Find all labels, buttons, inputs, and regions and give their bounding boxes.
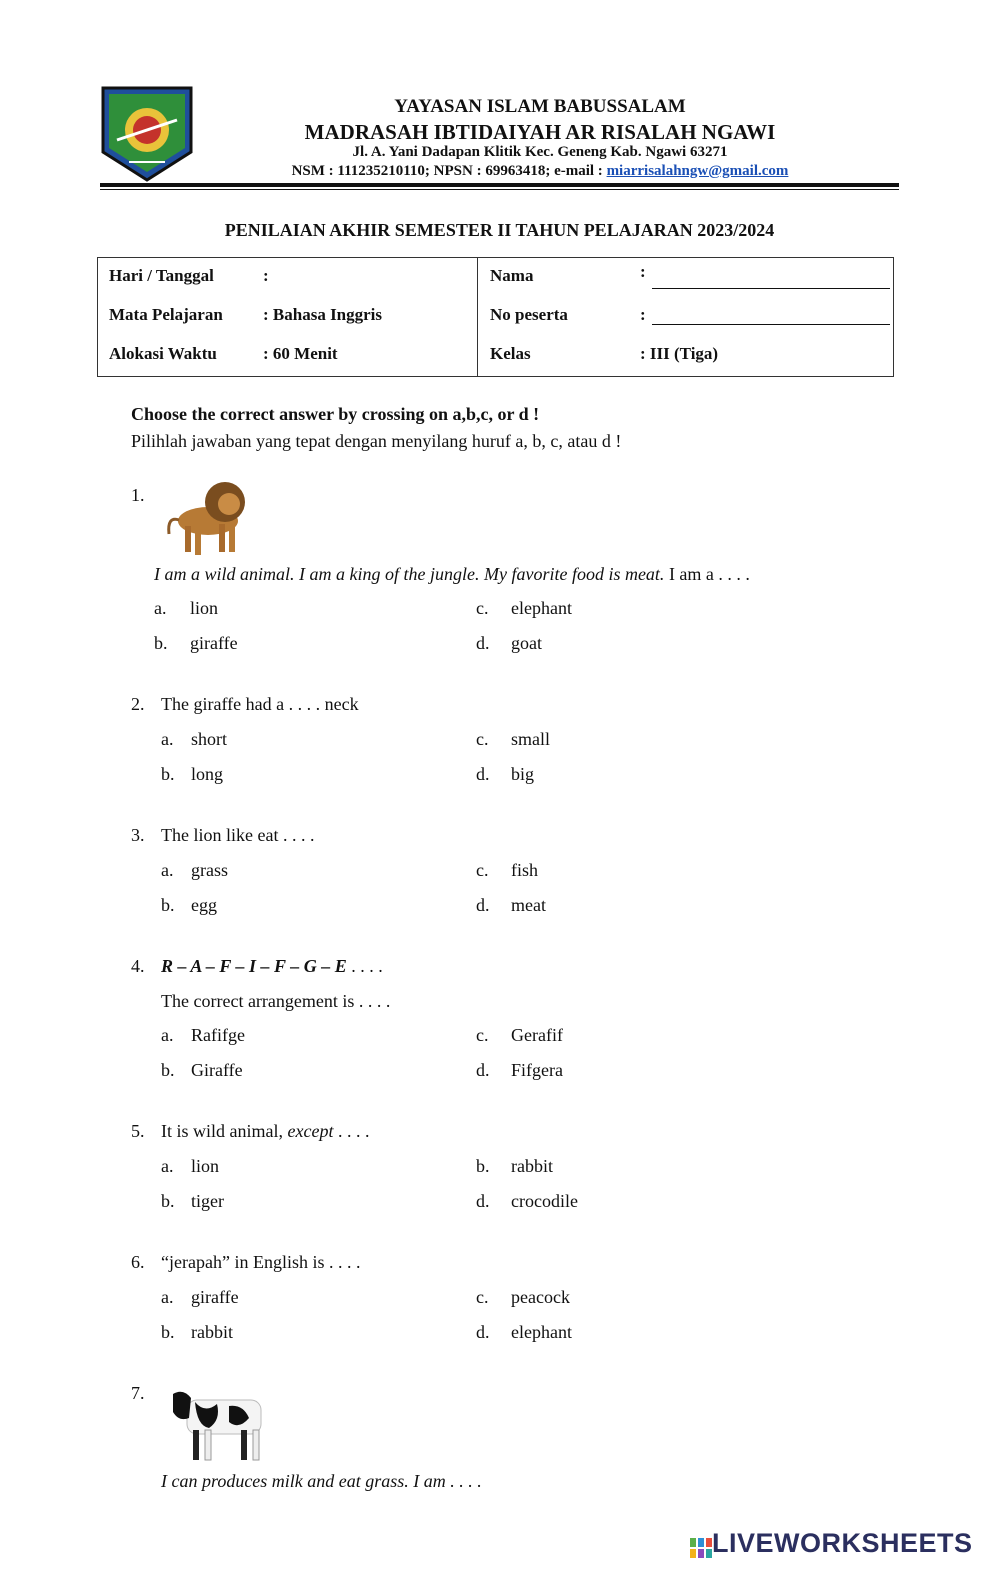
- q4-option-b[interactable]: Giraffe: [191, 1060, 243, 1080]
- q6-option-d[interactable]: elephant: [511, 1322, 572, 1342]
- school-address: Jl. A. Yani Dadapan Klitik Kec. Geneng Kab. Ngawi 63271: [352, 144, 728, 160]
- q3-option-b[interactable]: egg: [191, 895, 217, 915]
- header-rule-thin: [100, 189, 899, 190]
- question-1-number: 1.: [131, 485, 145, 505]
- q1-option-a-letter: a.: [154, 598, 167, 618]
- question-5-tail: . . . .: [333, 1121, 370, 1141]
- q1-option-d-letter: d.: [476, 633, 490, 653]
- q5-option-b[interactable]: tiger: [191, 1191, 224, 1211]
- value-class: : III (Tiga): [640, 344, 719, 363]
- q1-option-a[interactable]: lion: [190, 598, 219, 618]
- lion-image: [163, 476, 248, 558]
- q4-option-a-letter: a.: [161, 1025, 174, 1045]
- question-4-number: 4.: [131, 956, 145, 976]
- q6-option-b[interactable]: rabbit: [191, 1322, 233, 1342]
- label-time: Alokasi Waktu: [109, 344, 217, 363]
- q2-option-a-letter: a.: [161, 729, 174, 749]
- label-subject: Mata Pelajaran: [109, 305, 223, 324]
- q3-option-b-letter: b.: [161, 895, 175, 915]
- identity-box-divider: [477, 257, 478, 377]
- school-ids: [100, 163, 980, 180]
- ids-text: NSM : 111235210110; NPSN : 69963418; e-mail :: [291, 163, 607, 179]
- q4-option-c-letter: c.: [476, 1025, 489, 1045]
- question-6-number: 6.: [131, 1252, 145, 1272]
- question-4-letters: R – A – F – I – F – G – E: [161, 956, 347, 976]
- q6-option-d-letter: d.: [476, 1322, 490, 1342]
- q4-option-c[interactable]: Gerafif: [511, 1025, 563, 1045]
- q5-option-d[interactable]: crocodile: [511, 1191, 578, 1211]
- question-4-text: [161, 956, 383, 977]
- participant-blank-line[interactable]: [652, 324, 890, 325]
- cow-image: [165, 1384, 269, 1464]
- value-date: :: [263, 266, 269, 285]
- q3-option-c-letter: c.: [476, 860, 489, 880]
- value-time: : 60 Menit: [263, 344, 338, 363]
- question-5-text: [161, 1121, 369, 1142]
- q6-option-a-letter: a.: [161, 1287, 174, 1307]
- label-date: Hari / Tanggal: [109, 266, 214, 285]
- value-participant-no: :: [640, 305, 646, 324]
- instruction-indonesian: Pilihlah jawaban yang tepat dengan menyilang huruf a, b, c, atau d !: [131, 431, 622, 451]
- question-1-italic: I am a wild animal. I am a king of the jungle. My favorite food is meat.: [154, 564, 665, 584]
- q6-option-c-letter: c.: [476, 1287, 489, 1307]
- foundation-name: YAYASAN ISLAM BABUSSALAM: [394, 96, 686, 117]
- q5-option-c[interactable]: rabbit: [511, 1156, 553, 1176]
- header-rule-thick: [100, 183, 899, 187]
- label-participant-no: No peserta: [490, 305, 568, 324]
- q5-option-d-letter: d.: [476, 1191, 490, 1211]
- q4-option-d[interactable]: Fifgera: [511, 1060, 563, 1080]
- q2-option-a[interactable]: short: [191, 729, 227, 749]
- value-name: :: [640, 262, 646, 281]
- email-link[interactable]: miarrisalahngw@gmail.com: [606, 163, 789, 179]
- question-4-subtext: The correct arrangement is . . . .: [161, 991, 391, 1011]
- question-2-number: 2.: [131, 694, 145, 714]
- q2-option-b-letter: b.: [161, 764, 175, 784]
- school-name: MADRASAH IBTIDAIYAH AR RISALAH NGAWI: [304, 120, 776, 144]
- instruction-english: Choose the correct answer by crossing on a,b,c, or d !: [131, 404, 540, 424]
- question-1-text: [154, 564, 750, 585]
- q1-option-b[interactable]: giraffe: [190, 633, 238, 653]
- q2-option-d[interactable]: big: [511, 764, 535, 784]
- q3-option-a-letter: a.: [161, 860, 174, 880]
- liveworksheets-brand[interactable]: [690, 1528, 990, 1560]
- q1-option-c-letter: c.: [476, 598, 489, 618]
- question-7-number: 7.: [131, 1383, 145, 1403]
- question-1-tail: I am a . . . .: [664, 564, 750, 584]
- q4-option-b-letter: b.: [161, 1060, 175, 1080]
- question-5-lead: It is wild animal,: [161, 1121, 288, 1141]
- q6-option-a[interactable]: giraffe: [191, 1287, 239, 1307]
- liveworksheets-icon: [690, 1536, 712, 1560]
- question-5-italic: except: [287, 1121, 334, 1141]
- q3-option-d-letter: d.: [476, 895, 490, 915]
- q1-option-c[interactable]: elephant: [511, 598, 572, 618]
- q5-option-a[interactable]: lion: [191, 1156, 220, 1176]
- q6-option-b-letter: b.: [161, 1322, 175, 1342]
- label-class: Kelas: [490, 344, 531, 363]
- question-3-text: The lion like eat . . . .: [161, 825, 315, 845]
- q4-option-d-letter: d.: [476, 1060, 490, 1080]
- question-3-number: 3.: [131, 825, 145, 845]
- q2-option-c-letter: c.: [476, 729, 489, 749]
- q6-option-c[interactable]: peacock: [511, 1287, 570, 1307]
- question-4-tail: . . . .: [346, 956, 383, 976]
- q2-option-c[interactable]: small: [511, 729, 550, 749]
- q2-option-b[interactable]: long: [191, 764, 224, 784]
- q3-option-d[interactable]: meat: [511, 895, 546, 915]
- label-name: Nama: [490, 266, 534, 285]
- q1-option-d[interactable]: goat: [511, 633, 542, 653]
- q5-option-c-letter: b.: [476, 1156, 490, 1176]
- question-6-text: “jerapah” in English is . . . .: [161, 1252, 361, 1272]
- q1-option-b-letter: b.: [154, 633, 168, 653]
- q5-option-b-letter: b.: [161, 1191, 175, 1211]
- question-5-number: 5.: [131, 1121, 145, 1141]
- value-subject: : Bahasa Inggris: [263, 305, 383, 324]
- question-7-text: I can produces milk and eat grass. I am . . . .: [161, 1471, 482, 1491]
- q5-option-a-letter: a.: [161, 1156, 174, 1176]
- q3-option-a[interactable]: grass: [191, 860, 228, 880]
- q2-option-d-letter: d.: [476, 764, 490, 784]
- name-blank-line[interactable]: [652, 288, 890, 289]
- q4-option-a[interactable]: Rafifge: [191, 1025, 245, 1045]
- q3-option-c[interactable]: fish: [511, 860, 538, 880]
- question-2-text: The giraffe had a . . . . neck: [161, 694, 359, 714]
- exam-title: PENILAIAN AKHIR SEMESTER II TAHUN PELAJARAN 2023/2024: [224, 220, 775, 240]
- brand-text: LIVEWORKSHEETS: [712, 1528, 973, 1558]
